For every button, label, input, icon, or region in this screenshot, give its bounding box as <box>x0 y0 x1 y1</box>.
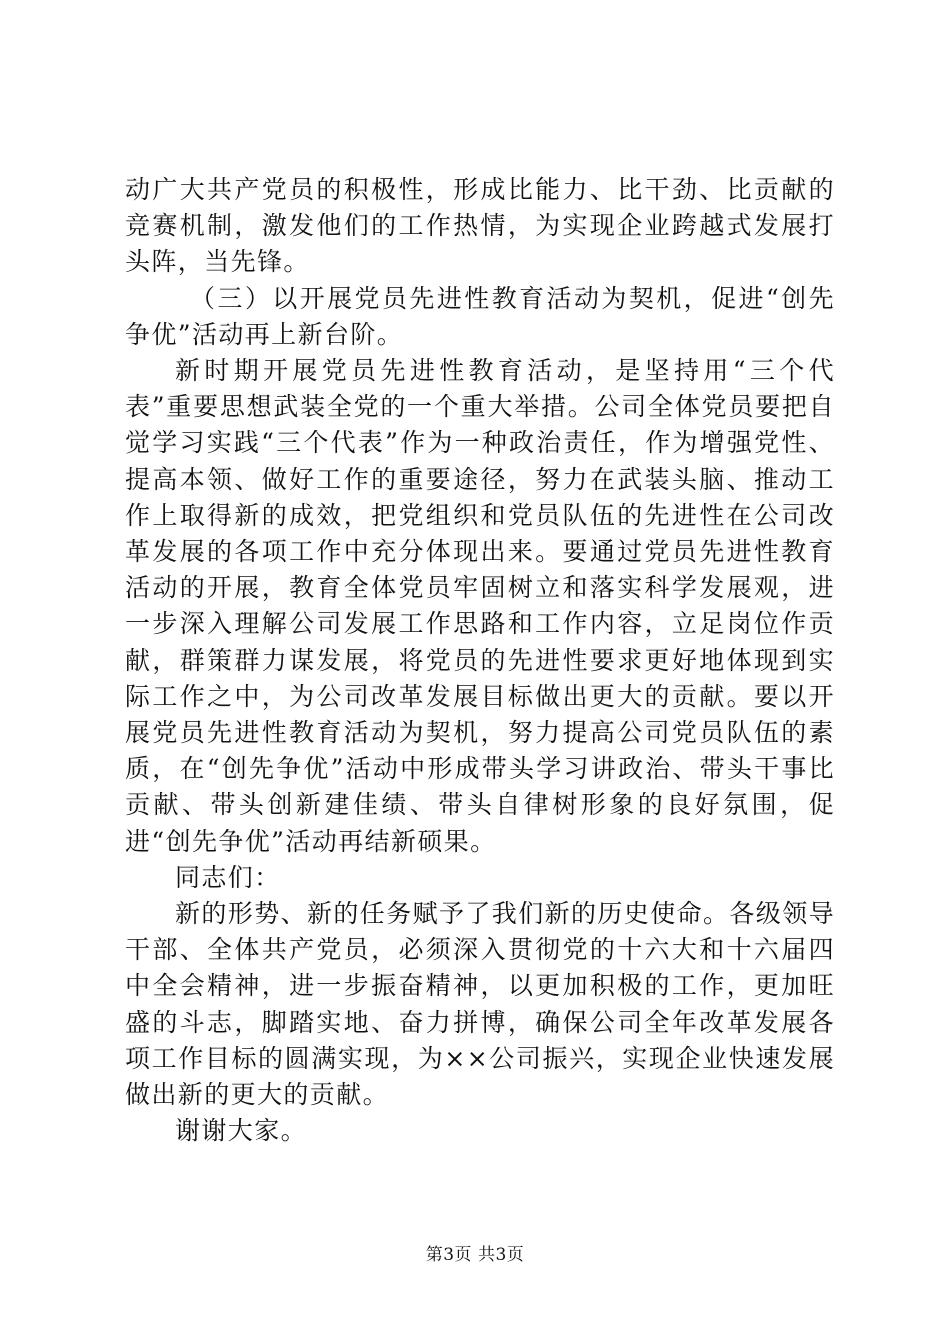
thanks-line: 谢谢大家。 <box>175 1116 308 1146</box>
paragraph-body: 新时期开展党员先进性教育活动，是坚持用“三个代表”重要思想武装全党的一个重大举措。公司全体党员要把自觉学习实践“三个代表”作为一种政治责任，作为增强党性、提高本领、做好工作的重要途径，努力在武装头脑、推动工作上取得新的成效，把党组织和党员队伍的先进性在公司改革发展的各项工作中充分体现出来。要通过党员先进性教育活动的开展，教育全体党员牢固树立和落实科学发展观，进一步深入理解公司发展工作思路和工作内容，立足岗位作贡献，群策群力谋发展，将党员的先进性要求更好地体现到实际工作之中，为公司改革发展目标做出更大的贡献。要以开展党员先进性教育活动为契机，努力提高公司党员队伍的素质，在“创先争优”活动中形成带头学习讲政治、带头干事比贡献、带头创新建佳绩、带头自律树形象的良好氛围，促进“创先争优”活动再结新硕果。 <box>125 356 835 856</box>
document-body <box>125 172 835 1149</box>
paragraph-closing: 新的形势、新的任务赋予了我们新的历史使命。各级领导干部、全体共产党员，必须深入贯彻党的十六大和十六届四中全会精神，进一步振奋精神，以更加积极的工作，更加旺盛的斗志，脚踏实地、奋力拼博，确保公司全年改革发展各项工作目标的圆满实现，为××公司振兴，实现企业快速发展做出新的更大的贡献。 <box>125 899 836 1110</box>
salutation: 同志们： <box>175 862 281 892</box>
section-heading: （三）以开展党员先进性教育活动为契机，促进“创先争优”活动再上新台阶。 <box>125 283 835 349</box>
paragraph-continuation: 动广大共产党员的积极性，形成比能力、比干劲、比贡献的竞赛机制，激发他们的工作热情，为实现企业跨越式发展打头阵，当先锋。 <box>125 175 835 277</box>
page-number: 第3页 共3页 <box>425 1245 525 1265</box>
